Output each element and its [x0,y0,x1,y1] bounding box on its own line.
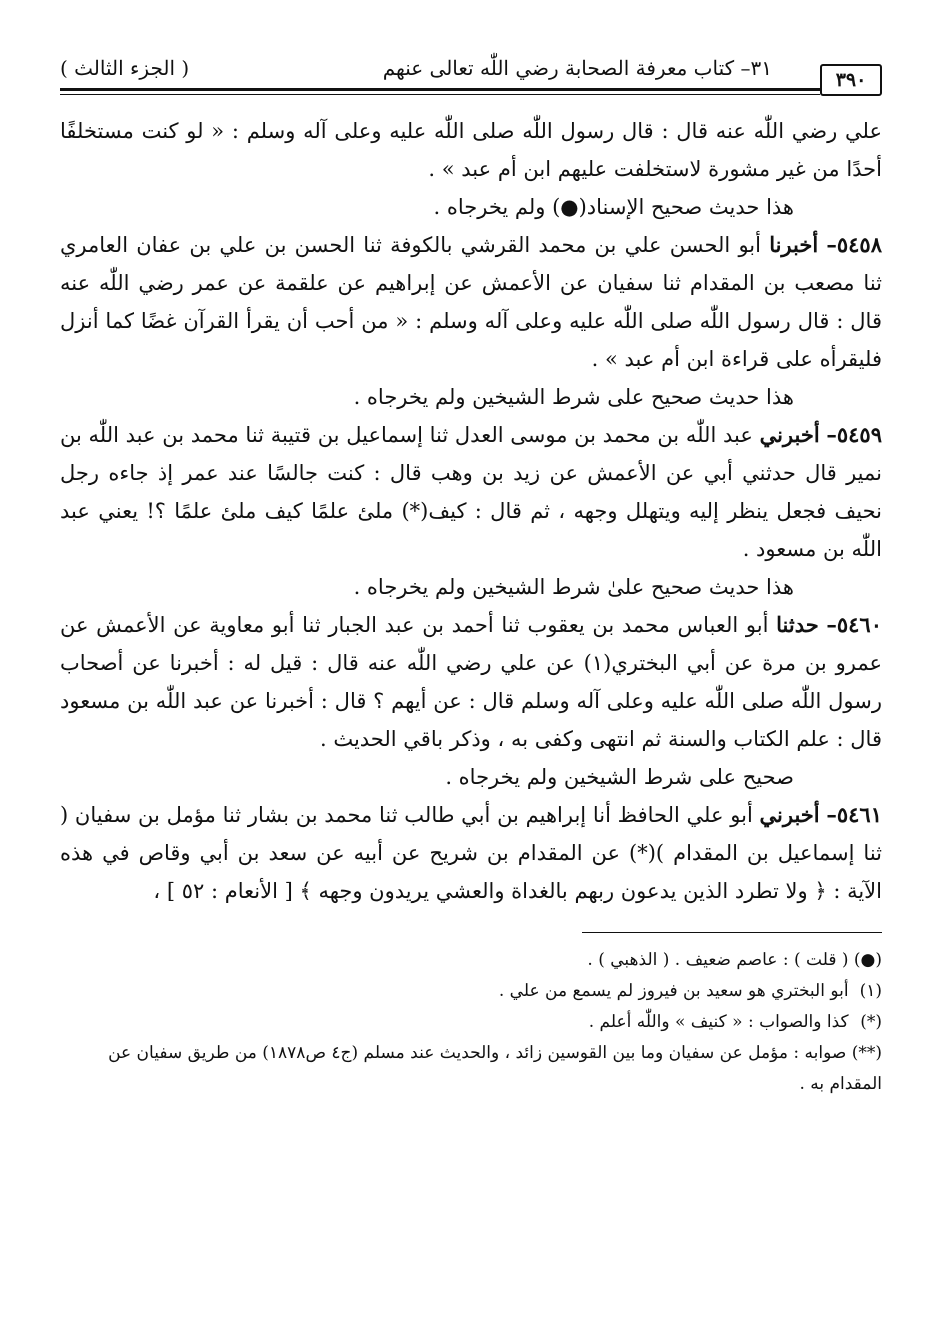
hadith-lead-word: أخبرني [759,422,820,447]
running-title: ٣١– كتاب معرفة الصحابة رضي اللّٰه تعالى عنهم [382,56,772,80]
footnote-text: صوابه : مؤمل عن سفيان وما بين القوسين زائد ، والحديث عند مسلم (ج٤ ص١٨٧٨) من طريق سفيان عن المقدام به . [108,1043,882,1094]
footnote-mark: (**) [851,1043,882,1063]
main-text [60,112,882,910]
hadith-text: أبو العباس محمد بن يعقوب ثنا أحمد بن عبد الجبار ثنا أبو معاوية عن الأعمش عن عمرو بن مرة عن أبي البختري(١) عن علي رضي اللّٰه عنه قال : قيل له : أخبرنا عن أصحاب رسول اللّٰه صلى اللّٰه عليه وعلى آله وسلم قال : عن أيهم ؟ قال : أخبرنا عن عبد اللّٰه بن مسعود قال : علم الكتاب والسنة ثم انتهى وكفى به ، وذكر باقي الحديث . [60,613,882,751]
hadith-text: أبو الحسن علي بن محمد القرشي بالكوفة ثنا الحسن بن علي بن عفان العامري ثنا مصعب بن المقدام ثنا سفيان عن الأعمش عن إبراهيم عن علقمة عن عمر رضي اللّٰه عنه قال : قال رسول اللّٰه صلى اللّٰه عليه وعلى آله وسلم : « من أحب أن يقرأ القرآن غضًا كما أنزل فليقرأه على قراءة ابن أم عبد » . [60,233,882,371]
page-number: ٣٩٠ [820,64,882,96]
verdict-line: هذا حديث صحيح الإسناد(●) ولم يخرجاه . [433,195,794,219]
hadith-text: عبد اللّٰه بن محمد بن موسى العدل ثنا إسماعيل بن قتيبة ثنا محمد بن عبد اللّٰه بن نمير قال حدثني أبي عن الأعمش عن زيد بن وهب قال : كنت جالسًا عند عمر إذ جاءه رجل نحيف فجعل ينظر إليه ويتهلل وجهه ، ثم قال : كيف(*) ملئ علمًا كيف ملئ علمًا ؟! يعني عبد اللّٰه بن مسعود . [60,423,882,561]
hadith-5461 [60,796,882,910]
footnote-mark: (●) [853,950,882,970]
hadith-number: ٥٤٥٩– [826,422,882,447]
footnote [60,945,882,976]
verdict-line: صحيح على شرط الشيخين ولم يخرجاه . [445,765,794,789]
hadith-5460 [60,606,882,758]
footnote-text: ( قلت ) : عاصم ضعيف . ( الذهبي ) . [587,950,849,970]
footnote-mark: (*) [860,1012,882,1032]
hadith-lead-word: أخبرني [759,802,820,827]
header-rule-thin [60,94,820,95]
hadith-lead-word: أخبرنا [769,232,819,257]
volume-label: ( الجزء الثالث ) [60,56,190,80]
footnotes [60,945,882,1100]
paragraph-continuation: علي رضي اللّٰه عنه قال : قال رسول اللّٰه صلى اللّٰه عليه وعلى آله وسلم : « لو كنت مستخلفًا أحدًا من غير مشورة لاستخلفت عليهم ابن أم عبد » . [60,119,882,181]
hadith-5458 [60,226,882,378]
page-header [60,0,882,112]
hadith-5459 [60,416,882,568]
hadith-text: أبو علي الحافظ أنا إبراهيم بن أبي طالب ثنا محمد بن بشار ثنا مؤمل بن سفيان ( ثنا إسماعيل بن المقدام )(*) عن المقدام بن شريح عن أبيه عن سعد بن أبي وقاص في هذه الآية : ﴿ ولا تطرد الذين يدعون ربهم بالغداة والعشي يريدون وجهه ﴾ [ الأنعام : ٥٢ ] ، [60,803,882,903]
hadith-number: ٥٤٦٠– [826,612,882,637]
footnote [60,976,882,1007]
verdict-line: هذا حديث صحيح على شرط الشيخين ولم يخرجاه . [353,385,794,409]
footnote-mark: (١) [859,981,882,1001]
hadith-number: ٥٤٦١– [826,802,882,827]
footnote-rule [582,932,882,933]
footnote [60,1007,882,1038]
verdict-line: هذا حديث صحيح علىٰ شرط الشيخين ولم يخرجاه . [353,575,794,599]
footnote [60,1038,882,1100]
hadith-lead-word: حدثنا [776,612,819,637]
footnote-text: كذا والصواب : « كنيف » واللّٰه أعلم . [588,1012,849,1032]
header-rule [60,88,820,91]
hadith-number: ٥٤٥٨– [826,232,882,257]
footnote-text: أبو البختري هو سعيد بن فيروز لم يسمع من علي . [498,981,849,1001]
